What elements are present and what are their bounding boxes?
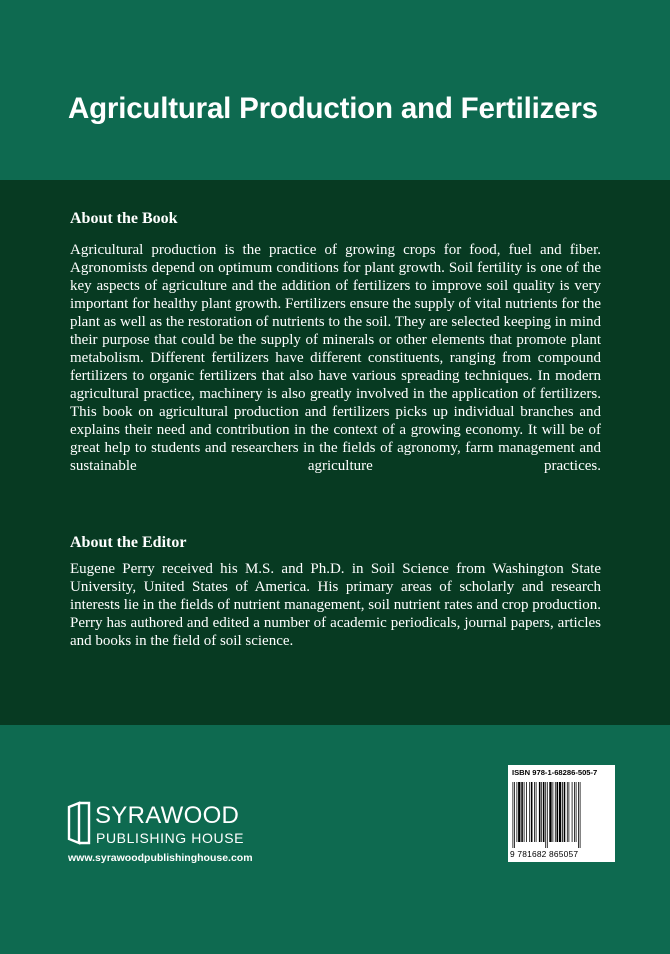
barcode-bar [539, 782, 541, 842]
about-editor-text: Eugene Perry received his M.S. and Ph.D. in Soil Science from Washington State University, United States of America. His primary areas of scholarly and research interests lie in the fields of nutrient management, soil nutrient rates and crop production. Perry has authored and edited a number of academic periodicals, journal papers, articles and books in the field of soil science. [70, 561, 601, 649]
barcode-bar [514, 782, 515, 848]
barcode-bar [518, 782, 520, 842]
open-door-icon [67, 801, 91, 845]
top-band [0, 0, 670, 180]
barcode-bar [567, 782, 568, 842]
barcode-bar [529, 782, 530, 842]
barcode-bar [555, 782, 556, 842]
barcode-bar [513, 782, 514, 848]
barcode-bar [524, 782, 525, 842]
barcode-bar [559, 782, 561, 842]
barcode-bar [545, 782, 546, 848]
barcode-bar [517, 782, 518, 842]
about-book-heading: About the Book [70, 210, 178, 227]
barcode-bar [534, 782, 535, 842]
barcode-digits: 9 781682 865057 [510, 849, 579, 859]
barcode-bar [564, 782, 566, 842]
barcode-bar [526, 782, 527, 842]
barcode-bar [543, 782, 545, 842]
barcode-bar [572, 782, 573, 842]
about-editor-heading: About the Editor [70, 534, 187, 551]
barcode-bar [547, 782, 548, 848]
about-book-text: Agricultural production is the practice of growing crops for food, fuel and fiber. Agronomists depend on optimum conditions for plant growth. Soil fertility is one of the key aspects of agriculture and the addition of fertilizers to improve soil quality is very important for healthy plant growth. Fertilizers ensure the supply of vital nutrients for the plant as well as the restoration of nutrients to the soil. They are selected keeping in mind their purpose that could be the supply of minerals or other elements that promote plant metabolism. Different fertilizers have different constituents, ranging from compound fertilizers to organic fertilizers that also have various spreading techniques. In modern agricultural practice, machinery is also greatly involved in the application of fertilizers. This book on agricultural production and fertilizers picks up individual branches and explains their need and contribution in the context of a growing economy. It will be of great help to students and researchers in the fields of agronomy, farm management and sustainable agriculture practices. [70, 242, 601, 474]
barcode-bar [569, 782, 570, 842]
publisher-website: www.syrawoodpublishinghouse.com [68, 852, 253, 864]
barcode-bar [541, 782, 542, 842]
barcode-bar [531, 782, 533, 842]
barcode-bar [549, 782, 551, 842]
barcode-bar [557, 782, 559, 842]
barcode-bar [576, 782, 577, 842]
barcode-bar [574, 782, 575, 842]
barcode [512, 782, 611, 848]
barcode-bar [553, 782, 554, 842]
publisher-name: SYRAWOOD [95, 802, 240, 829]
barcode-bar [562, 782, 563, 842]
barcode-box [508, 765, 615, 862]
book-title: Agricultural Production and Fertilizers [68, 92, 598, 125]
barcode-bar [536, 782, 537, 842]
isbn-label: ISBN 978-1-68286-505-7 [512, 768, 598, 777]
barcode-bar [578, 782, 579, 848]
barcode-bar [580, 782, 581, 848]
publisher-subtitle: PUBLISHING HOUSE [96, 830, 245, 846]
barcode-bar [521, 782, 523, 842]
